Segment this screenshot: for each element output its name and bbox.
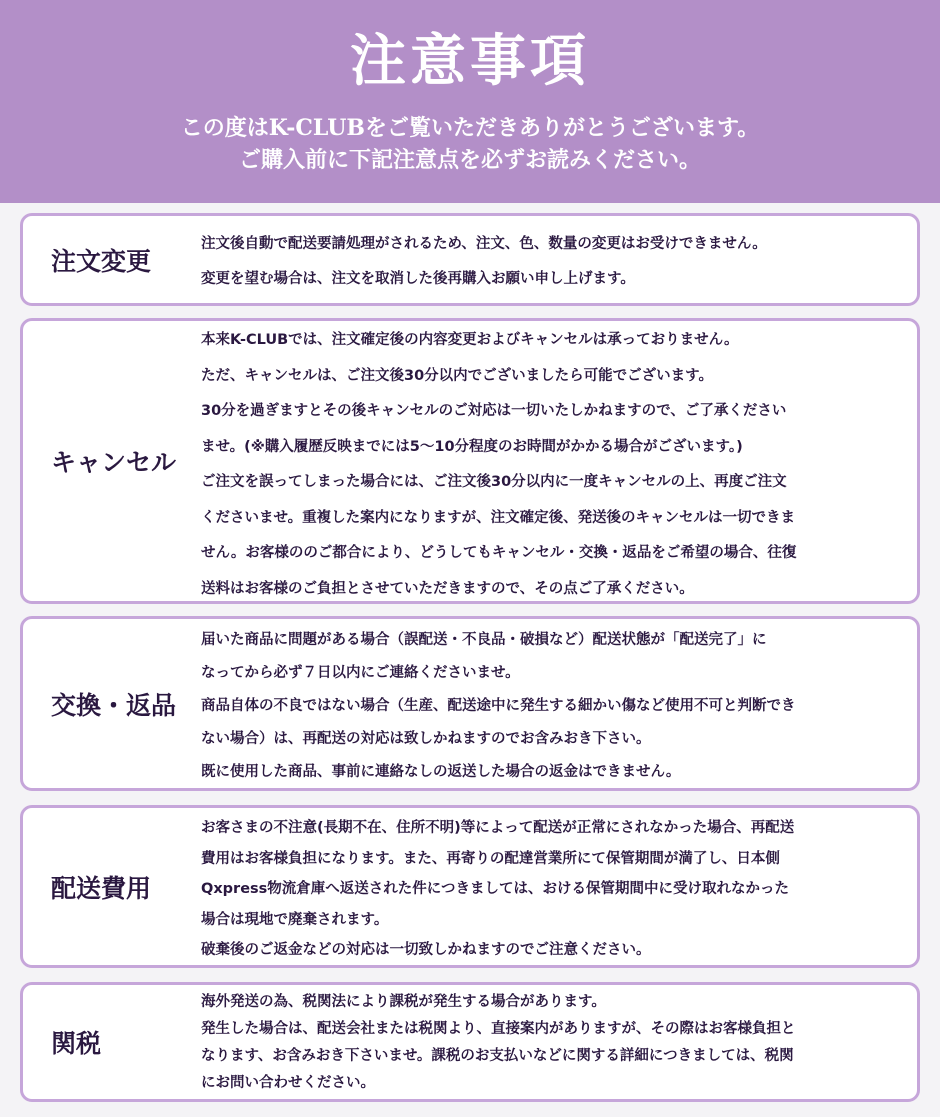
section-body — [201, 990, 903, 1098]
section-text-line: ない場合）は、再配送の対応は致しかねますのでお含みおき下さい。 — [201, 731, 651, 747]
section-label: キャンセル — [51, 448, 177, 477]
header-subtitle-line1: この度はK-CLUBをご覧いただきありがとうございます。 — [180, 115, 760, 141]
section-text-line: 破棄後のご返金などの対応は一切致しかねますのでご注意ください。 — [201, 942, 651, 958]
section-text-line: Qxpress物流倉庫へ返送された件につきましては、おける保管期間中に受け取れなかった — [201, 881, 790, 897]
section-exchange-return — [20, 616, 920, 791]
section-text-line: 既に使用した商品、事前に連絡なしの返送した場合の返金はできません。 — [201, 764, 681, 780]
section-label: 注文変更 — [51, 246, 152, 276]
section-customs-duty — [20, 982, 920, 1102]
section-label: 交換・返品 — [51, 690, 177, 720]
section-text-line: 海外発送の為、税関法により課税が発生する場合があります。 — [201, 994, 606, 1010]
section-text-line: 発生した場合は、配送会社または税関より、直接案内がありますが、その際はお客様負担と — [201, 1021, 796, 1037]
section-text-line: せん。お客様ののご都合により、どうしてもキャンセル・交換・返品をご希望の場合、往復 — [201, 545, 797, 561]
section-text-line: 場合は現地で廃棄されます。 — [201, 911, 389, 928]
section-text-line: 30分を過ぎますとその後キャンセルのご対応は一切いたしかねますので、ご了承ください — [201, 403, 787, 419]
section-body — [201, 230, 903, 300]
section-label: 配送費用 — [51, 873, 152, 903]
section-shipping-cost — [20, 805, 920, 968]
section-text-line: お客さまの不注意(長期不在、住所不明)等によって配送が正常にされなかった場合、再配送 — [201, 820, 795, 836]
section-text-line: ませ。(※購入履歴反映までには5〜10分程度のお時間がかかる場合がございます。) — [201, 438, 743, 455]
section-text-line: なります、お含みおき下さいませ。課税のお支払いなどに関する詳細につきましては、税関 — [201, 1048, 794, 1064]
section-text-line: 送料はお客様のご負担とさせていただきますので、その点ご了承ください。 — [201, 580, 694, 597]
section-label: 関税 — [51, 1029, 102, 1058]
section-text-line: 届いた商品に問題がある場合（誤配送・不良品・破損など）配送状態が「配送完了」に — [201, 632, 767, 648]
section-order-change — [20, 213, 920, 306]
header-subtitle-line2: ご購入前に下記注意点を必ずお読みください。 — [238, 147, 701, 173]
section-body — [201, 626, 903, 791]
page-title: 注意事項 — [350, 29, 590, 94]
section-text-line: くださいませ。重複した案内になりますが、注文確定後、発送後のキャンセルは一切できま — [201, 509, 796, 526]
section-text-line: 本来K-CLUBでは、注文確定後の内容変更およびキャンセルは承っておりません。 — [201, 332, 739, 348]
section-text-line: 注文後自動で配送要請処理がされるため、注文、色、数量の変更はお受けできません。 — [201, 236, 767, 252]
section-text-line: 商品自体の不良ではない場合（生産、配送途中に発生する細かい傷など使用不可と判断でき — [201, 698, 796, 714]
header-banner — [0, 0, 940, 203]
section-body — [201, 814, 903, 967]
section-text-line: にお問い合わせください。 — [201, 1075, 375, 1091]
section-text-line: ただ、キャンセルは、ご注文後30分以内でございましたら可能でございます。 — [201, 367, 714, 384]
section-text-line: なってから必ず７日以内にご連絡くださいませ。 — [201, 665, 520, 681]
section-text-line: ご注文を誤ってしまった場合には、ご注文後30分以内に一度キャンセルの上、再度ご注文 — [201, 474, 787, 490]
section-text-line: 変更を望む場合は、注文を取消した後再購入お願い申し上げます。 — [201, 271, 635, 287]
section-body — [201, 326, 903, 610]
section-cancel — [20, 318, 920, 604]
section-text-line: 費用はお客様負担になります。また、再寄りの配達営業所にて保管期間が満了し、日本側 — [201, 850, 780, 867]
